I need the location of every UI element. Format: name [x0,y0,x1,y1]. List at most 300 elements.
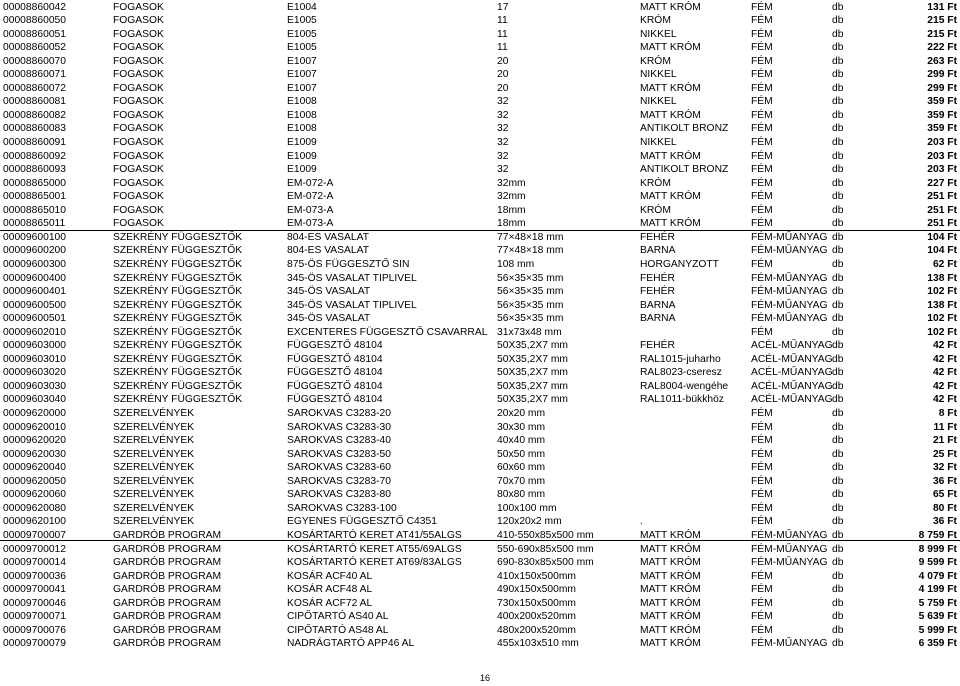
cell-finish: MATT KRÓM [640,529,701,541]
cell-category: SZEKRÉNY FÜGGESZTŐK [113,245,243,257]
cell-material: FÉM-MŰANYAG [751,557,828,569]
cell-unit: db [832,584,844,596]
cell-category: FOGASOK [113,123,164,135]
cell-unit: db [832,502,844,514]
cell-model: SAROKVAS C3283-30 [287,421,391,433]
cell-category: SZERELVÉNYEK [113,475,195,487]
cell-category: FOGASOK [113,42,164,54]
cell-finish: MATT KRÓM [640,82,701,94]
cell-dimension: 410-550x85x500 mm [497,529,594,541]
cell-item-code: 00009600200 [3,245,66,257]
cell-material: FÉM [751,502,773,514]
cell-finish: FEHÉR [640,286,675,298]
cell-finish: MATT KRÓM [640,150,701,162]
table-row [0,556,960,570]
cell-price: 42 Ft [932,353,957,365]
cell-material: FÉM-MŰANYAG [751,231,828,243]
cell-material: FÉM [751,435,773,447]
cell-category: SZEKRÉNY FÜGGESZTŐK [113,326,243,338]
cell-model: NADRÁGTARTÓ APP46 AL [287,638,415,650]
cell-model: FÜGGESZTŐ 48104 [287,353,383,365]
cell-unit: db [832,489,844,501]
cell-model: 345-ÖS VASALAT TIPLIVEL [287,272,417,284]
cell-model: EM-072-A [287,191,334,203]
cell-unit: db [832,611,844,623]
cell-finish: MATT KRÓM [640,638,701,650]
table-row [0,393,960,407]
cell-unit: db [832,28,844,40]
cell-material: FÉM [751,1,773,13]
cell-price: 32 Ft [932,462,957,474]
cell-material: FÉM [751,164,773,176]
cell-category: GARDRÓB PROGRAM [113,597,222,609]
cell-model: EM-073-A [287,218,334,230]
table-row [0,122,960,136]
cell-model: 875-ÖS FÜGGESZTŐ SIN [287,258,410,270]
cell-dimension: 50X35,2X7 mm [497,353,568,365]
cell-finish: MATT KRÓM [640,557,701,569]
cell-item-code: 00008860050 [3,15,66,27]
cell-category: SZEKRÉNY FÜGGESZTŐK [113,340,243,352]
cell-item-code: 00009700079 [3,638,66,650]
cell-item-code: 00009600100 [3,231,66,243]
cell-item-code: 00008860082 [3,109,66,121]
cell-category: FOGASOK [113,204,164,216]
cell-finish: KRÓM [640,204,671,216]
cell-price: 102 Ft [927,326,957,338]
cell-dimension: 100x100 mm [497,502,557,514]
section-divider-1 [0,230,960,231]
cell-price: 203 Ft [927,150,957,162]
cell-unit: db [832,543,844,555]
cell-category: GARDRÓB PROGRAM [113,570,222,582]
table-row [0,231,960,245]
cell-price: 203 Ft [927,164,957,176]
cell-finish: MATT KRÓM [640,543,701,555]
cell-dimension: 32mm [497,177,526,189]
cell-material: FÉM-MŰANYAG [751,313,828,325]
cell-item-code: 00008860070 [3,55,66,67]
cell-price: 80 Ft [932,502,957,514]
table-row [0,109,960,123]
cell-category: SZEKRÉNY FÜGGESZTŐK [113,231,243,243]
cell-model: EGYENES FÜGGESZTŐ C4351 [287,516,437,528]
cell-dimension: 18mm [497,204,526,216]
page-number: 16 [479,673,490,683]
cell-item-code: 00008865011 [3,218,66,230]
cell-material: FÉM [751,597,773,609]
table-row [0,502,960,516]
cell-price: 25 Ft [932,448,957,460]
cell-unit: db [832,218,844,230]
cell-material: FÉM [751,82,773,94]
cell-dimension: 56×35×35 mm [497,272,564,284]
cell-material: ACÉL-MŰANYAG [751,340,833,352]
cell-price: 11 Ft [933,421,957,433]
table-row [0,190,960,204]
cell-category: FOGASOK [113,82,164,94]
cell-material: FÉM [751,475,773,487]
cell-finish: MATT KRÓM [640,1,701,13]
cell-model: SAROKVAS C3283-20 [287,408,391,419]
table-row [0,570,960,584]
cell-material: FÉM-MŰANYAG [751,272,828,284]
cell-item-code: 00008860091 [3,137,66,148]
table-row [0,68,960,82]
cell-unit: db [832,109,844,121]
cell-material: FÉM-MŰANYAG [751,638,828,650]
cell-dimension: 50X35,2X7 mm [497,380,568,392]
table-row [0,637,960,651]
cell-material: FÉM [751,611,773,623]
cell-model: KOSÁR ACF72 AL [287,597,373,609]
cell-finish: . [640,516,643,528]
cell-price: 62 Ft [932,258,957,270]
cell-price: 8 999 Ft [918,543,957,555]
table-row [0,244,960,258]
table-row [0,515,960,529]
table-row [0,285,960,299]
cell-finish: MATT KRÓM [640,191,701,203]
cell-category: SZEKRÉNY FÜGGESZTŐK [113,353,243,365]
cell-material: FÉM [751,55,773,67]
cell-category: FOGASOK [113,218,164,230]
cell-item-code: 00009700012 [3,543,66,555]
cell-material: FÉM [751,218,773,230]
cell-item-code: 00009603020 [3,367,66,379]
cell-model: E1008 [287,123,317,135]
cell-finish: NIKKEL [640,137,677,148]
cell-model: KOSÁRTARTÓ KERET AT41/55ALGS [287,529,462,541]
cell-dimension: 50X35,2X7 mm [497,340,568,352]
cell-finish: FEHÉR [640,231,675,243]
cell-dimension: 410x150x500mm [497,570,576,582]
cell-model: E1009 [287,164,317,176]
cell-category: SZERELVÉNYEK [113,448,195,460]
cell-price: 251 Ft [927,191,957,203]
cell-price: 4 199 Ft [918,584,957,596]
table-row [0,312,960,326]
cell-model: SAROKVAS C3283-100 [287,502,397,514]
cell-finish: ANTIKOLT BRONZ [640,123,729,135]
cell-unit: db [832,353,844,365]
cell-price: 131 Ft [927,1,957,13]
cell-unit: db [832,286,844,298]
cell-model: E1007 [287,82,317,94]
cell-dimension: 56×35×35 mm [497,299,564,311]
cell-dimension: 400x200x520mm [497,611,576,623]
table-row [0,95,960,109]
cell-price: 65 Ft [932,489,957,501]
cell-item-code: 00009600300 [3,258,66,270]
table-row [0,299,960,313]
cell-material: FÉM [751,516,773,528]
cell-category: GARDRÓB PROGRAM [113,584,222,596]
cell-material: FÉM [751,42,773,54]
cell-dimension: 77×48×18 mm [497,245,564,257]
cell-dimension: 31x73x48 mm [497,326,562,338]
cell-category: SZERELVÉNYEK [113,489,195,501]
cell-model: KOSÁRTARTÓ KERET AT69/83ALGS [287,557,462,569]
cell-unit: db [832,326,844,338]
table-row [0,366,960,380]
cell-finish: MATT KRÓM [640,597,701,609]
cell-model: FÜGGESZTŐ 48104 [287,340,383,352]
cell-dimension: 30x30 mm [497,421,546,433]
cell-price: 42 Ft [932,394,957,406]
cell-dimension: 32 [497,96,509,108]
cell-price: 42 Ft [932,367,957,379]
cell-finish: MATT KRÓM [640,611,701,623]
cell-material: FÉM [751,123,773,135]
table-row [0,150,960,164]
cell-price: 8 Ft [938,408,957,419]
cell-category: FOGASOK [113,28,164,40]
cell-category: FOGASOK [113,15,164,27]
cell-unit: db [832,204,844,216]
cell-price: 5 759 Ft [918,597,957,609]
cell-price: 251 Ft [927,204,957,216]
cell-category: SZEKRÉNY FÜGGESZTŐK [113,394,243,406]
table-row [0,339,960,353]
cell-price: 359 Ft [927,109,957,121]
cell-price: 215 Ft [927,28,957,40]
cell-finish: FEHÉR [640,340,675,352]
cell-dimension: 77×48×18 mm [497,231,564,243]
cell-unit: db [832,394,844,406]
cell-item-code: 00009700041 [3,584,66,596]
cell-unit: db [832,150,844,162]
cell-price: 9 599 Ft [918,557,957,569]
cell-unit: db [832,462,844,474]
cell-dimension: 32mm [497,191,526,203]
cell-dimension: 40x40 mm [497,435,546,447]
cell-item-code: 00009620020 [3,435,66,447]
table-row [0,1,960,15]
cell-finish: NIKKEL [640,69,677,81]
cell-model: FÜGGESZTŐ 48104 [287,367,383,379]
cell-finish: MATT KRÓM [640,624,701,636]
cell-material: FÉM [751,489,773,501]
cell-item-code: 00009603040 [3,394,66,406]
cell-category: FOGASOK [113,96,164,108]
cell-model: E1009 [287,150,317,162]
table-row [0,624,960,638]
table-row [0,597,960,611]
cell-dimension: 50x50 mm [497,448,546,460]
cell-unit: db [832,299,844,311]
cell-finish: MATT KRÓM [640,570,701,582]
cell-price: 5 639 Ft [918,611,957,623]
cell-dimension: 490x150x500mm [497,584,576,596]
cell-price: 104 Ft [927,231,957,243]
cell-item-code: 00008860071 [3,69,66,81]
cell-unit: db [832,96,844,108]
cell-model: EM-073-A [287,204,334,216]
cell-finish: KRÓM [640,55,671,67]
cell-item-code: 00009700076 [3,624,66,636]
cell-model: SAROKVAS C3283-80 [287,489,391,501]
cell-unit: db [832,421,844,433]
cell-dimension: 32 [497,123,509,135]
cell-category: GARDRÓB PROGRAM [113,611,222,623]
cell-category: SZERELVÉNYEK [113,502,195,514]
cell-dimension: 17 [497,1,509,13]
cell-model: 804-ES VASALAT [287,245,370,257]
cell-dimension: 50X35,2X7 mm [497,394,568,406]
cell-finish: MATT KRÓM [640,584,701,596]
table-row [0,82,960,96]
cell-price: 138 Ft [927,272,957,284]
cell-finish: ANTIKOLT BRONZ [640,164,729,176]
cell-model: EM-072-A [287,177,334,189]
cell-material: FÉM-MŰANYAG [751,286,828,298]
cell-category: FOGASOK [113,191,164,203]
table-row [0,177,960,191]
cell-unit: db [832,313,844,325]
cell-model: SAROKVAS C3283-40 [287,435,391,447]
cell-unit: db [832,137,844,148]
cell-finish: RAL8004-wengéhe [640,380,729,392]
cell-category: FOGASOK [113,109,164,121]
cell-category: GARDRÓB PROGRAM [113,624,222,636]
cell-unit: db [832,435,844,447]
cell-unit: db [832,15,844,27]
cell-category: FOGASOK [113,137,164,148]
cell-category: FOGASOK [113,150,164,162]
cell-model: FÜGGESZTŐ 48104 [287,394,383,406]
cell-unit: db [832,69,844,81]
table-row [0,407,960,421]
cell-dimension: 11 [497,28,508,40]
cell-item-code: 00009620100 [3,516,66,528]
cell-dimension: 20x20 mm [497,408,546,419]
cell-material: FÉM [751,408,773,419]
cell-dimension: 11 [497,42,508,54]
cell-item-code: 00009620010 [3,421,66,433]
cell-finish: RAL1015-juharho [640,353,721,365]
cell-material: FÉM [751,570,773,582]
cell-price: 8 759 Ft [918,529,957,541]
cell-item-code: 00009600501 [3,313,66,325]
cell-material: FÉM-MŰANYAG [751,543,828,555]
cell-item-code: 00009700014 [3,557,66,569]
cell-dimension: 11 [497,15,508,27]
cell-material: FÉM-MŰANYAG [751,245,828,257]
cell-material: FÉM [751,624,773,636]
cell-price: 104 Ft [927,245,957,257]
cell-item-code: 00009603030 [3,380,66,392]
cell-dimension: 20 [497,69,509,81]
cell-unit: db [832,164,844,176]
cell-model: E1007 [287,55,317,67]
cell-price: 4 079 Ft [918,570,957,582]
cell-unit: db [832,42,844,54]
cell-unit: db [832,597,844,609]
cell-price: 21 Ft [932,435,957,447]
cell-dimension: 60x60 mm [497,462,546,474]
cell-model: E1005 [287,28,317,40]
cell-material: ACÉL-MŰANYAG [751,367,833,379]
cell-item-code: 00008860083 [3,123,66,135]
cell-item-code: 00009620060 [3,489,66,501]
cell-category: SZEKRÉNY FÜGGESZTŐK [113,299,243,311]
cell-model: E1005 [287,15,317,27]
table-row [0,583,960,597]
cell-price: 299 Ft [927,69,957,81]
cell-material: FÉM [751,69,773,81]
table-row [0,448,960,462]
cell-unit: db [832,475,844,487]
cell-model: CIPŐTARTÓ AS48 AL [287,624,389,636]
cell-finish: RAL8023-cseresz [640,367,722,379]
cell-finish: KRÓM [640,177,671,189]
table-row [0,217,960,231]
cell-category: FOGASOK [113,164,164,176]
cell-finish: HORGANYZOTT [640,258,719,270]
cell-category: SZEKRÉNY FÜGGESZTŐK [113,258,243,270]
cell-category: SZEKRÉNY FÜGGESZTŐK [113,286,243,298]
cell-material: FÉM [751,448,773,460]
cell-category: FOGASOK [113,55,164,67]
table-row [0,204,960,218]
cell-dimension: 480x200x520mm [497,624,576,636]
cell-unit: db [832,529,844,541]
cell-unit: db [832,624,844,636]
cell-item-code: 00009600500 [3,299,66,311]
cell-price: 215 Ft [927,15,957,27]
cell-item-code: 00009620030 [3,448,66,460]
cell-category: FOGASOK [113,1,164,13]
table-row [0,488,960,502]
cell-model: KOSÁR ACF48 AL [287,584,373,596]
cell-finish: NIKKEL [640,28,677,40]
table-row [0,326,960,340]
cell-finish: MATT KRÓM [640,42,701,54]
cell-category: GARDRÓB PROGRAM [113,638,222,650]
cell-material: FÉM [751,258,773,270]
cell-price: 227 Ft [927,177,957,189]
cell-price: 263 Ft [927,55,957,67]
cell-price: 359 Ft [927,96,957,108]
cell-item-code: 00009620000 [3,408,66,419]
cell-price: 203 Ft [927,137,957,148]
cell-unit: db [832,638,844,650]
table-row [0,475,960,489]
cell-item-code: 00009603000 [3,340,66,352]
cell-unit: db [832,55,844,67]
cell-dimension: 32 [497,164,509,176]
cell-unit: db [832,570,844,582]
cell-item-code: 00009700046 [3,597,66,609]
cell-item-code: 00008860072 [3,82,66,94]
cell-item-code: 00008860081 [3,96,66,108]
table-row [0,353,960,367]
cell-finish: MATT KRÓM [640,218,701,230]
cell-finish: MATT KRÓM [640,109,701,121]
cell-material: FÉM-MŰANYAG [751,529,828,541]
cell-price: 36 Ft [932,516,957,528]
cell-unit: db [832,516,844,528]
cell-price: 299 Ft [927,82,957,94]
cell-unit: db [832,557,844,569]
cell-model: E1008 [287,109,317,121]
cell-price: 138 Ft [927,299,957,311]
cell-model: E1007 [287,69,317,81]
table-row [0,163,960,177]
cell-unit: db [832,408,844,419]
cell-unit: db [832,340,844,352]
